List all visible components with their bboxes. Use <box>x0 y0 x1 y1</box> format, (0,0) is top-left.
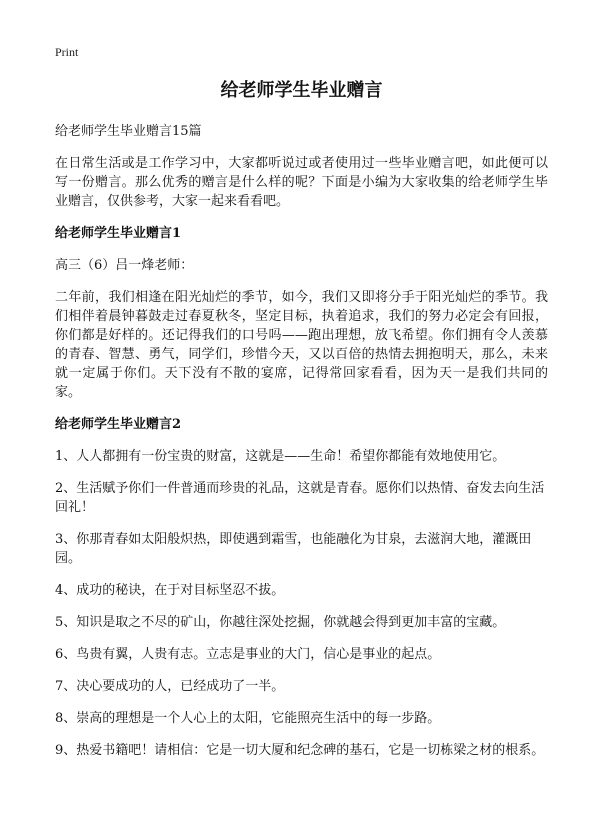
section-1-heading: 给老师学生毕业赠言1 <box>55 226 182 241</box>
list-item: 8、崇高的理想是一个人心上的太阳，它能照亮生活中的每一步路。 <box>55 711 441 726</box>
section-1-body: 二年前，我们相逢在阳光灿烂的季节，如今，我们又即将分手于阳光灿烂的季节。我们相伴着晨钟暮鼓走过春夏秋冬，坚定目标，执着追求，我们的努力必定会有回报，你们都是好样的。还记得我们的口号吗——跑出理想，放飞希望。你们拥有令人羡慕的青春、智慧、勇气，同学们，珍惜今天，又以百倍的热情去拥抱明天，那么，未来就一定属于你们。天下没有不散的宴席，记得常回家看看，因为天一是我们共同的家。 <box>55 290 548 400</box>
document-subtitle: 给老师学生毕业赠言15篇 <box>55 124 202 139</box>
list-item: 2、生活赋予你们一件普通而珍贵的礼品，这就是青春。愿你们以热情、奋发去向生活回礼！ <box>55 481 545 515</box>
list-item: 6、鸟贵有翼，人贵有志。立志是事业的大门，信心是事业的起点。 <box>55 647 441 662</box>
section-2-list <box>55 447 548 760</box>
list-item: 9、热爱书籍吧！请相信：它是一切大厦和纪念碑的基石，它是一切栋梁之材的根系。 <box>55 743 545 758</box>
section-2-heading: 给老师学生毕业赠言2 <box>55 417 182 432</box>
list-item: 7、决心要成功的人，已经成功了一半。 <box>55 679 285 694</box>
list-item: 4、成功的秘诀，在于对目标坚忍不拔。 <box>55 583 285 598</box>
list-item: 5、知识是取之不尽的矿山，你越往深处挖掘，你就越会得到更加丰富的宝藏。 <box>55 615 506 630</box>
list-item: 1、人人都拥有一份宝贵的财富，这就是——生命！希望你都能有效地使用它。 <box>55 449 506 464</box>
print-link[interactable]: Print <box>55 45 79 59</box>
list-item: 3、你那青春如太阳般炽热，即使遇到霜雪，也能融化为甘泉，去滋润大地，灌溉田园。 <box>55 532 532 566</box>
intro-paragraph: 在日常生活或是工作学习中，大家都听说过或者使用过一些毕业赠言吧，如此便可以写一份赠言。那么优秀的赠言是什么样的呢？下面是小编为大家收集的给老师学生毕业赠言，仅供参考，大家一起来看看吧。 <box>55 156 548 209</box>
document-title: 给老师学生毕业赠言 <box>220 80 383 101</box>
section-1-salutation: 高三（6）吕一烽老师： <box>55 258 194 273</box>
